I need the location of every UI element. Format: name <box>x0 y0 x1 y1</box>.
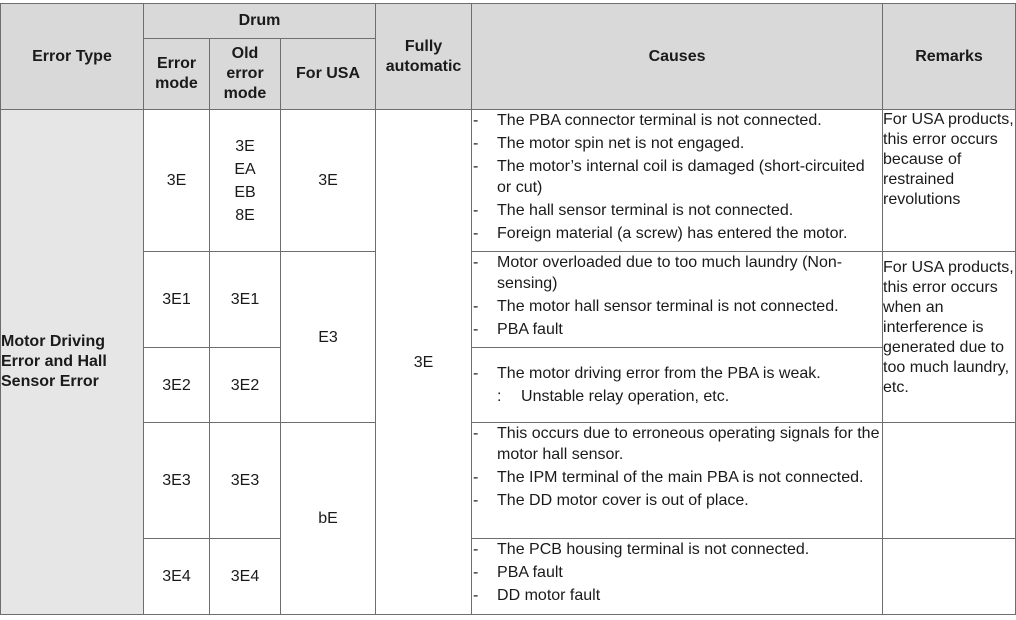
old-error-mode-cell: 3E2 <box>210 348 281 423</box>
causes-cell <box>472 348 883 423</box>
cause-item: - The motor spin net is not engaged. <box>472 133 882 154</box>
remarks-cell-empty <box>883 423 1016 539</box>
cause-item: - The motor’s internal coil is damaged (short-circuited or cut) <box>472 156 882 198</box>
header-old-error-mode: Old error mode <box>210 39 281 110</box>
error-mode-cell: 3E <box>144 110 210 252</box>
fully-automatic-code-cell: 3E <box>376 110 472 615</box>
usa-code-cell: bE <box>281 423 376 615</box>
causes-cell <box>472 423 883 539</box>
old-error-mode-cell: 3E1 <box>210 252 281 348</box>
error-mode-cell: 3E4 <box>144 539 210 615</box>
header-for-usa: For USA <box>281 39 376 110</box>
header-remarks: Remarks <box>883 4 1016 110</box>
error-mode-cell: 3E1 <box>144 252 210 348</box>
cause-item: - The PBA connector terminal is not connected. <box>472 110 882 131</box>
error-type-label: Motor Driving Error and Hall Sensor Error <box>1 110 144 615</box>
cause-item: - PBA fault <box>472 562 882 583</box>
header-drum: Drum <box>144 4 376 39</box>
old-error-mode-cell: 3E3 <box>210 423 281 539</box>
usa-code-cell: 3E <box>281 110 376 252</box>
usa-code-cell: E3 <box>281 252 376 423</box>
header-error-mode: Error mode <box>144 39 210 110</box>
cause-item: - The hall sensor terminal is not connected. <box>472 200 882 221</box>
cause-item: - The motor hall sensor terminal is not connected. <box>472 296 882 317</box>
remarks-cell: For USA products, this error occurs because of restrained revolutions <box>883 110 1016 252</box>
old-error-mode-cell: 3E4 <box>210 539 281 615</box>
header-causes: Causes <box>472 4 883 110</box>
causes-cell <box>472 252 883 348</box>
header-fully-automatic: Fully automatic <box>376 4 472 110</box>
cause-item: - Foreign material (a screw) has entered the motor. <box>472 223 882 244</box>
causes-cell <box>472 539 883 615</box>
error-mode-cell: 3E2 <box>144 348 210 423</box>
cause-item: - PBA fault <box>472 319 882 340</box>
error-mode-cell: 3E3 <box>144 423 210 539</box>
causes-cell <box>472 110 883 252</box>
header-error-type: Error Type <box>1 4 144 110</box>
cause-item: - This occurs due to erroneous operating signals for the motor hall sensor. <box>472 423 882 465</box>
cause-subnote: : Unstable relay operation, etc. <box>497 388 730 405</box>
cause-item: - The IPM terminal of the main PBA is not connected. <box>472 467 882 488</box>
remarks-cell-empty <box>883 539 1016 615</box>
old-error-mode-cell: 3E EA EB 8E <box>210 110 281 252</box>
cause-item: - DD motor fault <box>472 585 882 606</box>
remarks-cell: For USA products, this error occurs when an interference is generated due to too much laundry, etc. <box>883 252 1016 423</box>
cause-item: - The PCB housing terminal is not connected. <box>472 539 882 560</box>
cause-item: - The motor driving error from the PBA is weak. <box>472 363 882 384</box>
cause-item: - The DD motor cover is out of place. <box>472 490 882 511</box>
error-code-table <box>0 3 1016 615</box>
cause-item: - Motor overloaded due to too much laundry (Non-sensing) <box>472 252 882 294</box>
